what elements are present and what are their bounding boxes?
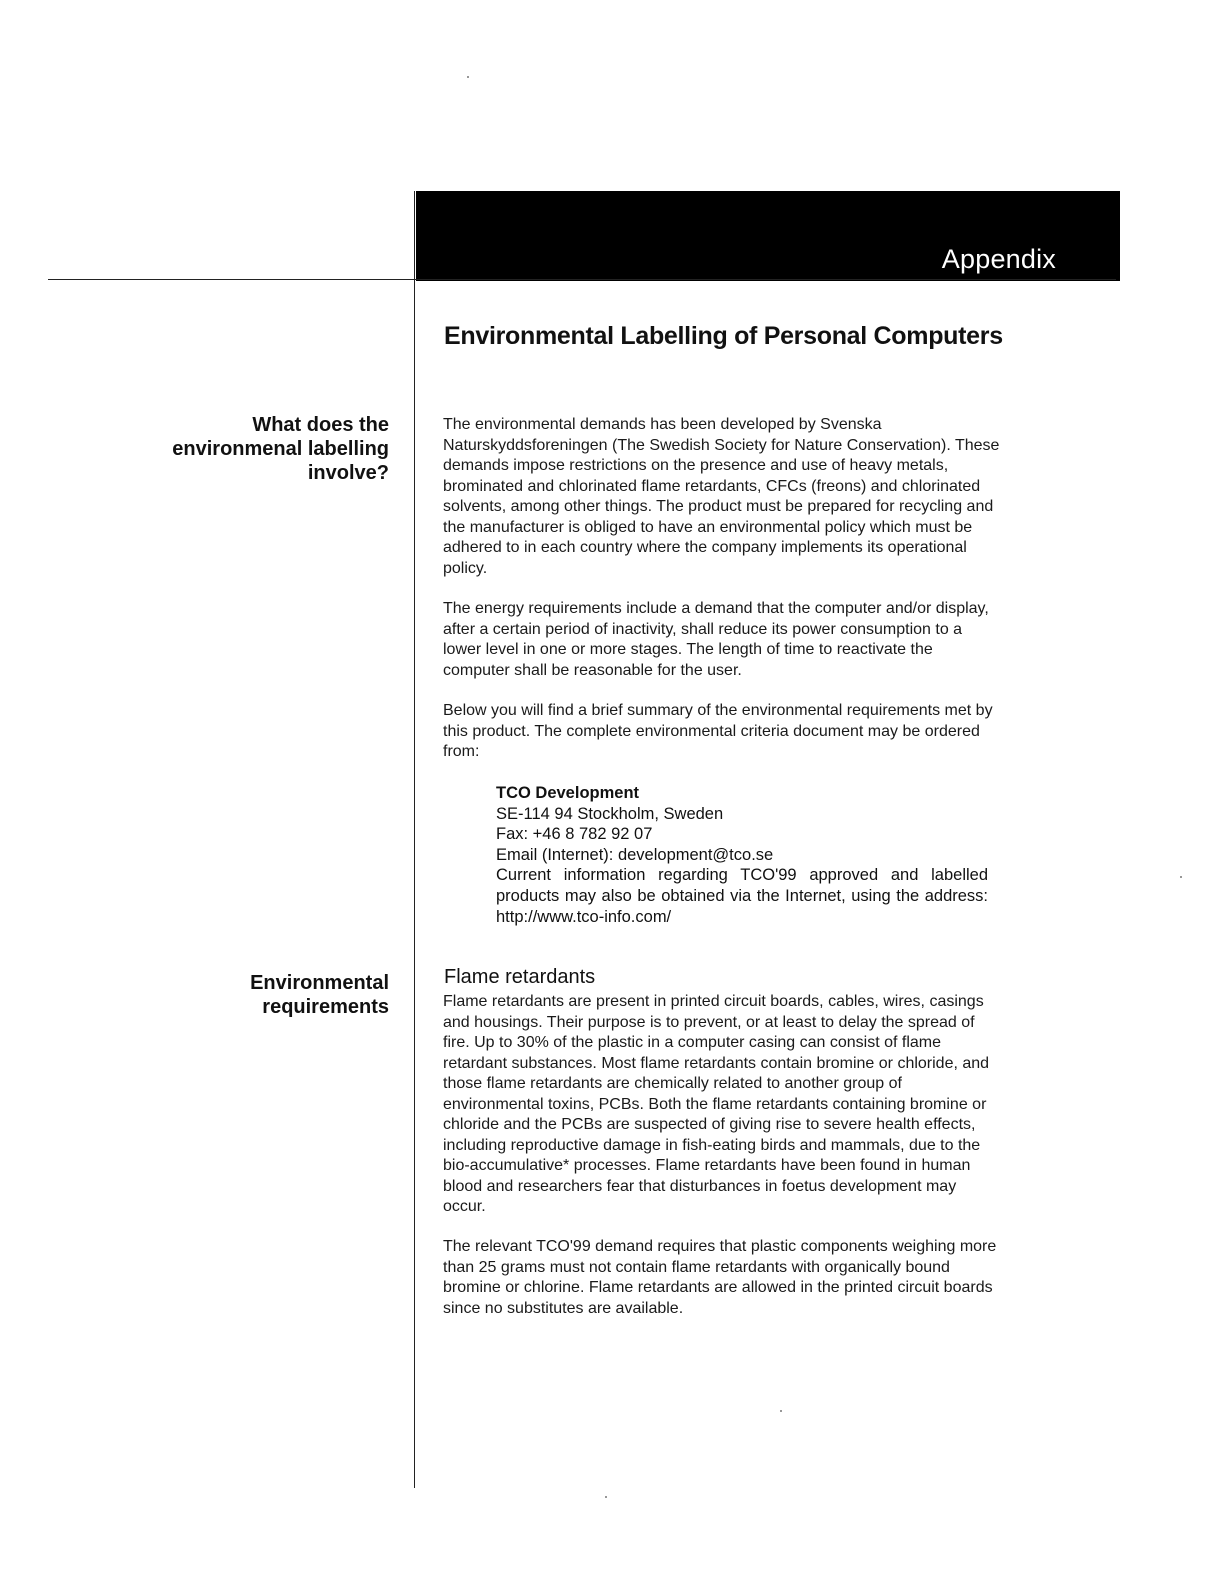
contact-block [496, 783, 988, 927]
contact-email: Email (Internet): development@tco.se [496, 845, 774, 864]
contact-fax: Fax: +46 8 782 92 07 [496, 825, 653, 844]
sidebar-heading-line: requirements [262, 996, 389, 1018]
horizontal-rule [48, 279, 1116, 280]
flame-retardants-heading: Flame retardants [444, 966, 596, 988]
scan-speck [1180, 876, 1182, 878]
scan-speck [467, 76, 469, 78]
contact-company: TCO Development [496, 784, 640, 802]
flame-retardants-paragraph: Flame retardants are present in printed circuit boards, cables, wires, casings and housings. Their purpose is to prevent, or at least to delay the spread of fire. Up to 30% of the plastic in a computer casing can consist of flame retardant substances. Most flame retardants contain bromine or chloride, and those flame retardants are chemically related to another group of environmental toxins, PCBs. Both the flame retardants containing bromine or chloride and the PCBs are suspected of giving rise to severe health effects, including reproductive damage in fish-eating birds and mammals, due to the bio-accumulative* processes. Flame retardants have been found in human blood and researchers fear that disturbances in foetus development may occur. [443, 993, 990, 1215]
header-bar [416, 191, 1120, 281]
sidebar-heading-line: Environmental [250, 972, 389, 994]
scan-speck [605, 1496, 607, 1498]
intro-paragraph: The environmental demands has been developed by Svenska Naturskyddsforeningen (The Swedish Society for Nature Conservation). These demands impose restrictions on the presence and use of heavy metals, brominated and chlorinated flame retardants, CFCs (freons) and chlorinated solvents, among other things. The product must be prepared for recycling and the manufacturer is obliged to have an environmental policy which must be adhered to in each country where the company implements its operational policy. [443, 416, 1000, 577]
tco-demand-paragraph: The relevant TCO'99 demand requires that plastic components weighing more than 25 grams must not contain flame retardants with organically bound bromine or chlorine. Flame retardants are allowed in the printed circuit boards since no substitutes are available. [443, 1238, 997, 1317]
sidebar-heading-line: What does the [252, 414, 389, 436]
contact-info: Current information regarding TCO'99 approved and labelled products may also be obtained via the Internet, using the address: http://www.tco-info.com/ [496, 866, 988, 926]
sidebar-heading-line: involve? [307, 462, 389, 484]
sidebar-heading-requirements [250, 971, 389, 1019]
contact-address: SE-114 94 Stockholm, Sweden [496, 804, 724, 823]
energy-paragraph: The energy requirements include a demand that the computer and/or display, after a certain period of inactivity, shall reduce its power consumption to a lower level in one or more stages. The length of time to reactivate the computer shall be reasonable for the user. [443, 600, 989, 679]
section-label: Appendix [941, 244, 1056, 274]
sidebar-heading-labelling [172, 413, 389, 485]
page-title: Environmental Labelling of Personal Computers [444, 322, 1003, 350]
scan-speck [780, 1410, 782, 1412]
sidebar-heading-line: environmenal labelling [172, 438, 389, 460]
summary-paragraph: Below you will find a brief summary of the environmental requirements met by this product. The complete environmental criteria document may be ordered from: [443, 702, 993, 760]
vertical-rule [414, 191, 415, 1488]
